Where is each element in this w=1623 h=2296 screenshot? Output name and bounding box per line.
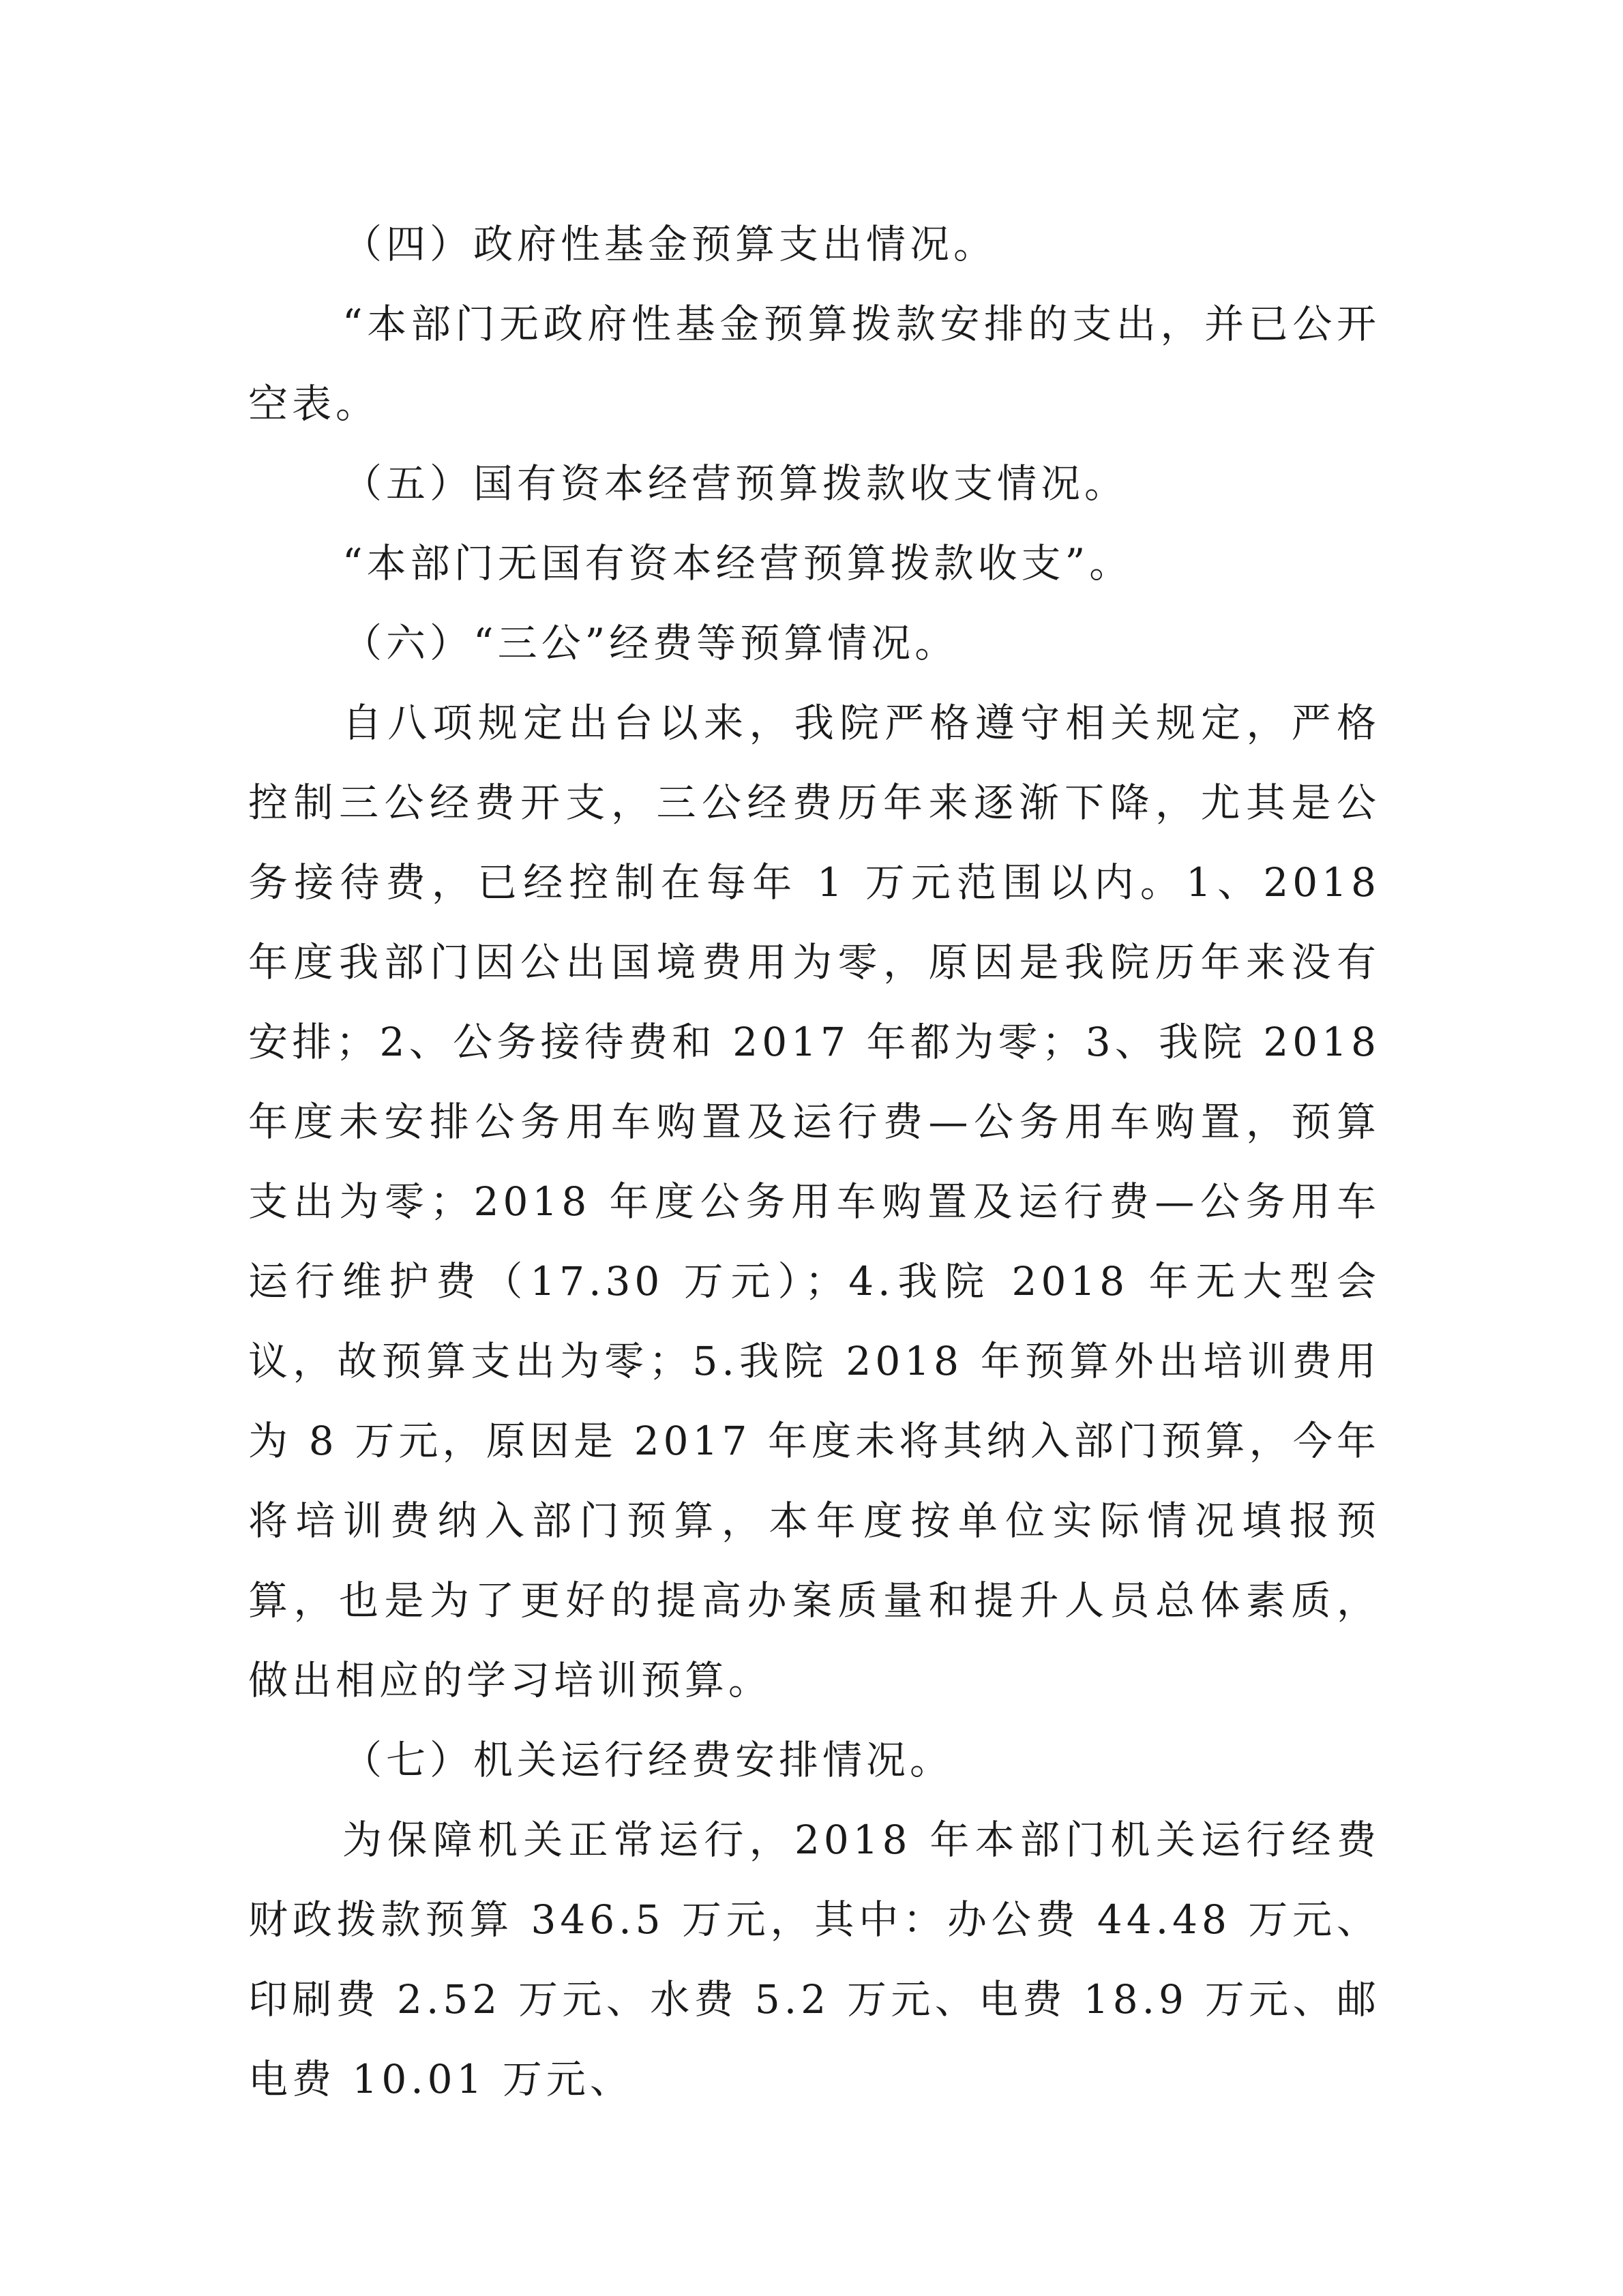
section-heading-4: （四）政府性基金预算支出情况。 <box>342 221 998 267</box>
paragraph: 自八项规定出台以来，我院严格遵守相关规定，严格控制三公经费开支，三公经费历年来逐渐下降，尤其是公务接待费，已经控制在每年 1 万元范围以内。1、2018 年度我部门因公出国境费用为零，原因是我院历年来没有安排；2、公务接待费和 2017 年都为零；3、我院 2018 年度未安排公务用车购置及运行费—公务用车购置，预算支出为零；2018 年度公务用车购置及运行费—公务用车运行维护费（17.30 万元）；4.我院 2018 年无大型会议，故预算支出为零；5.我院 2018 年预算外出培训费用为 8 万元，原因是 2017 年度未将其纳入部门预算，今年将培训费纳入部门预算，本年度按单位实际情况填报预算，也是为了更好的提高办案质量和提升人员总体素质，做出相应的学习培训预算。 <box>248 700 1380 1703</box>
section-heading-6: （六）“三公”经费等预算情况。 <box>342 620 959 666</box>
document-body <box>248 205 1380 2119</box>
paragraph: “本部门无政府性基金预算拨款安排的支出，并已公开空表。 <box>248 301 1380 427</box>
paragraph: “本部门无国有资本经营预算拨款收支”。 <box>342 540 1133 586</box>
section-heading-7: （七）机关运行经费安排情况。 <box>342 1737 954 1783</box>
section-heading-5: （五）国有资本经营预算拨款收支情况。 <box>342 460 1129 507</box>
paragraph: 为保障机关正常运行，2018 年本部门机关运行经费财政拨款预算 346.5 万元，其中：办公费 44.48 万元、印刷费 2.52 万元、水费 5.2 万元、电费 18.9 万元、邮电费 10.01 万元、 <box>248 1817 1380 2102</box>
